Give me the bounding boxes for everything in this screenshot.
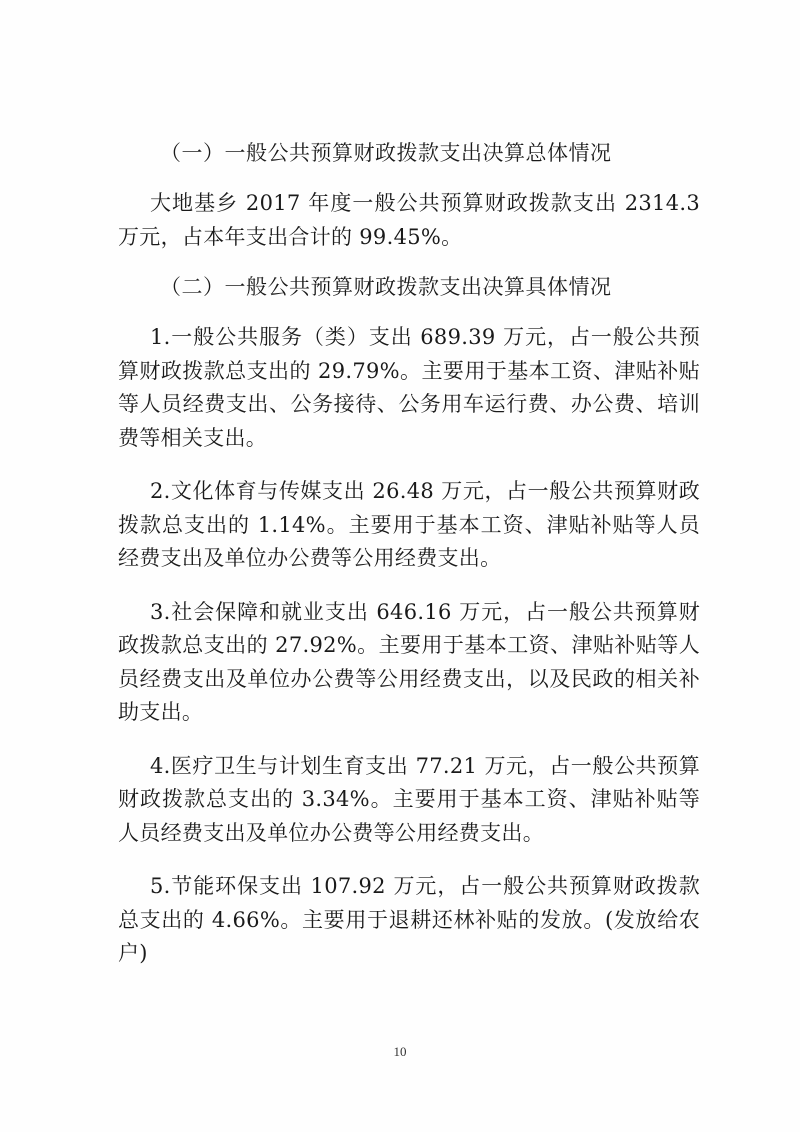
paragraph-item-health-family-planning: 4.医疗卫生与计划生育支出 77.21 万元，占一般公共预算财政拨款总支出的 3.34%。主要用于基本工资、津贴补贴等人员经费支出及单位办公费等公用经费支出。 xyxy=(118,753,700,845)
paragraph-item-energy-environment: 5.节能环保支出 107.92 万元，占一般公共预算财政拨款总支出的 4.66%。主要用于退耕还林补贴的发放。(发放给农户) xyxy=(118,874,700,965)
paragraph-overview: 大地基乡 2017 年度一般公共预算财政拨款支出 2314.3 万元，占本年支出合计的 99.45%。 xyxy=(118,191,700,249)
section-heading-detail: （二）一般公共预算财政拨款支出决算具体情况 xyxy=(160,275,612,299)
paragraph-item-social-security: 3.社会保障和就业支出 646.16 万元，占一般公共预算财政拨款总支出的 27.92%。主要用于基本工资、津贴补贴等人员经费支出及单位办公费等公用经费支出，以及民政的相关补助支出。 xyxy=(118,599,700,724)
paragraph-item-culture-sports-media: 2.文化体育与传媒支出 26.48 万元，占一般公共预算财政拨款总支出的 1.14%。主要用于基本工资、津贴补贴等人员经费支出及单位办公费等公用经费支出。 xyxy=(118,479,700,570)
paragraph-item-general-public-services: 1.一般公共服务（类）支出 689.39 万元，占一般公共预算财政拨款总支出的 29.79%。主要用于基本工资、津贴补贴等人员经费支出、公务接待、公务用车运行费、办公费、培训费等相关支出。 xyxy=(118,325,700,450)
section-heading-overall: （一）一般公共预算财政拨款支出决算总体情况 xyxy=(160,141,612,165)
document-body xyxy=(118,140,700,991)
page-number: 10 xyxy=(393,1044,407,1059)
